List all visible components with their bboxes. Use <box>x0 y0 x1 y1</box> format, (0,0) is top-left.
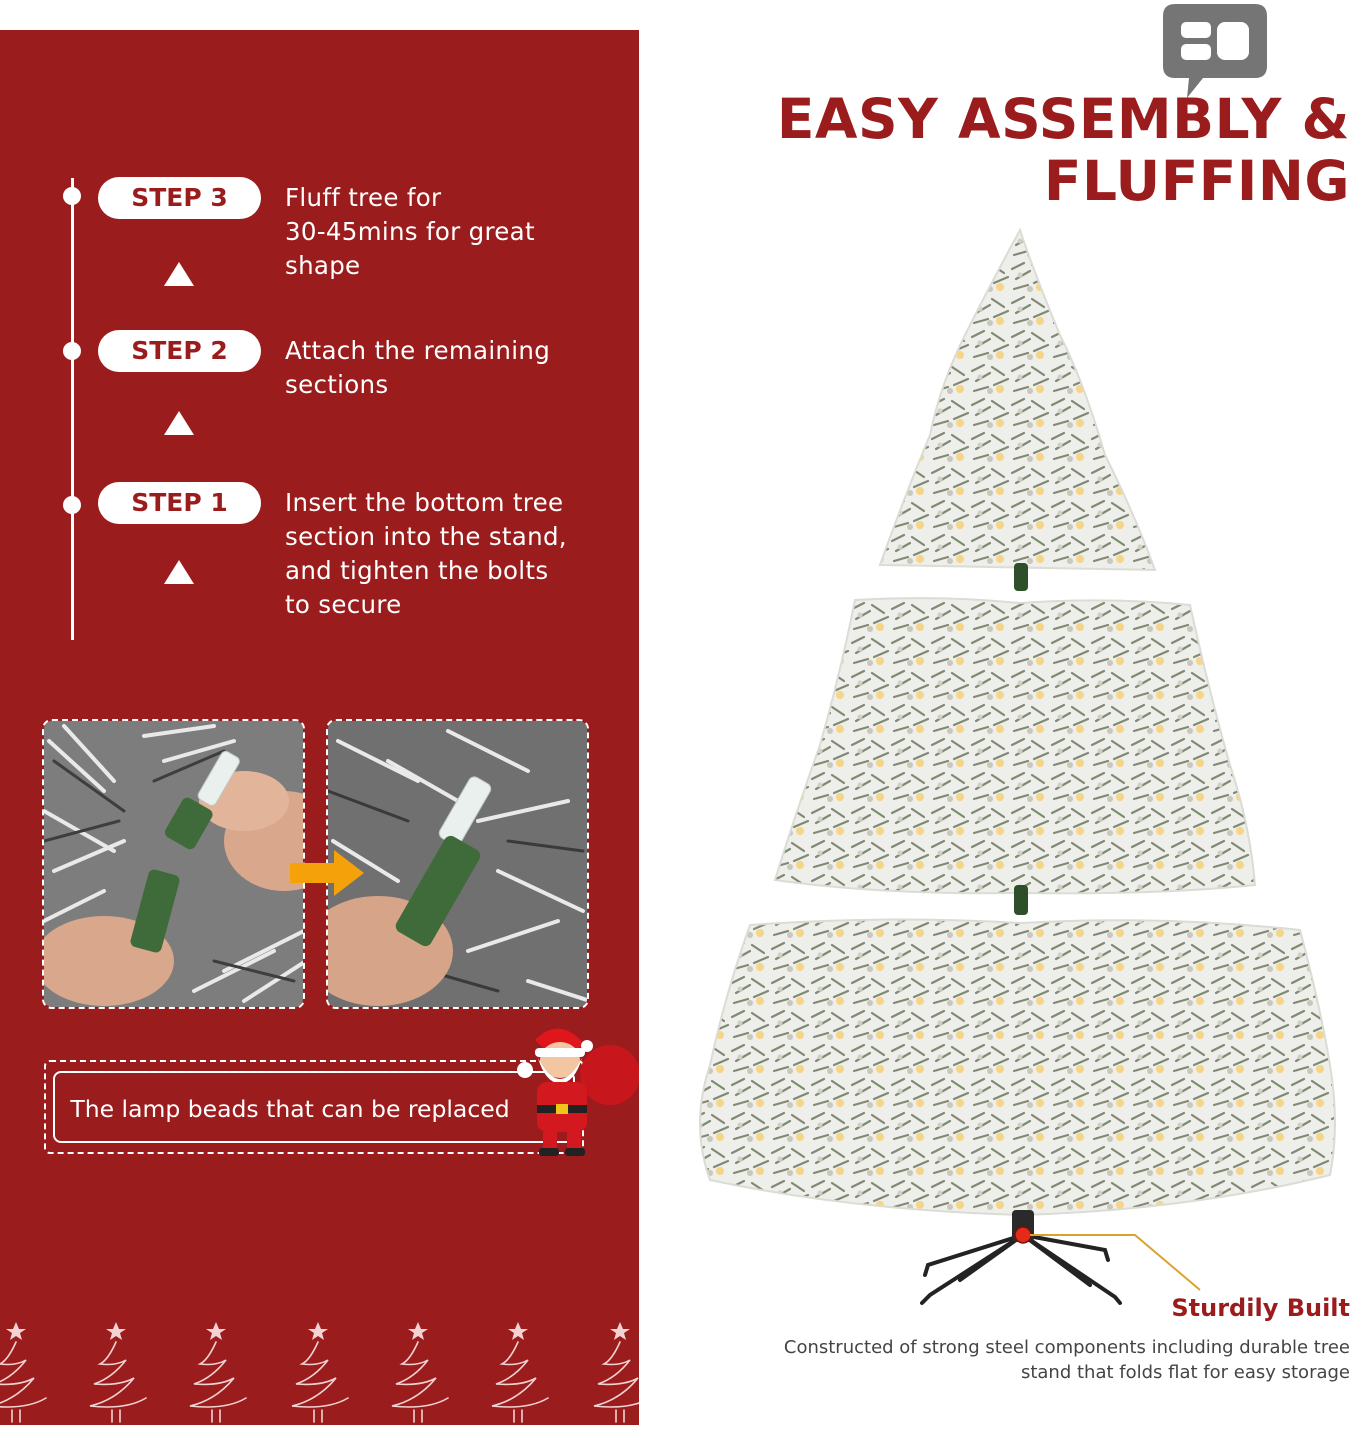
step-3-text <box>285 181 615 283</box>
timeline-dot <box>63 496 81 514</box>
chat-bubble-icon[interactable] <box>1163 4 1267 100</box>
step-1-line: section into the stand, <box>285 522 567 551</box>
feature-title: Sturdily Built <box>1171 1294 1350 1322</box>
timeline-line <box>71 178 74 640</box>
step-2-line: Attach the remaining <box>285 336 551 365</box>
christmas-tree-outline-icon <box>0 1320 639 1425</box>
lamp-note-frame <box>53 1071 575 1143</box>
lamp-note-text: The lamp beads that can be replaced <box>70 1095 510 1123</box>
timeline-dot <box>63 187 81 205</box>
arrow-right-icon <box>290 848 366 898</box>
step-3-badge: STEP 3 <box>98 177 261 219</box>
lamp-note-box <box>44 1060 584 1154</box>
feature-desc-line: Constructed of strong steel components including durable tree <box>783 1337 1350 1358</box>
step-2-text <box>285 334 615 402</box>
step-1-line: Insert the bottom tree <box>285 488 564 517</box>
up-arrow-icon <box>164 262 194 286</box>
step-2-badge: STEP 2 <box>98 330 261 372</box>
up-arrow-icon <box>164 560 194 584</box>
timeline-dot <box>63 342 81 360</box>
bulb-photo-removing <box>42 719 305 1009</box>
step-1-badge: STEP 1 <box>98 482 261 524</box>
feature-desc-line: stand that folds flat for easy storage <box>1020 1362 1350 1383</box>
step-3-line: shape <box>285 251 361 280</box>
callout-line <box>1030 1235 1200 1290</box>
page-title <box>777 88 1350 212</box>
instructions-panel <box>0 30 639 1425</box>
step-3-line: Fluff tree for <box>285 183 442 212</box>
step-1-text <box>285 486 615 622</box>
feature-description <box>690 1335 1350 1385</box>
bulb-photo-1-image <box>44 721 305 1009</box>
bulb-photo-2-image <box>328 721 589 1009</box>
santa-claus-icon <box>505 1020 639 1160</box>
title-line-1: EASY ASSEMBLY & <box>776 87 1350 151</box>
christmas-tree-image <box>690 225 1350 1310</box>
step-2-line: sections <box>285 370 389 399</box>
step-1-line: to secure <box>285 590 402 619</box>
step-1-line: and tighten the bolts <box>285 556 549 585</box>
step-3-line: 30-45mins for great <box>285 217 535 246</box>
title-line-2: FLUFFING <box>1043 149 1350 213</box>
up-arrow-icon <box>164 411 194 435</box>
